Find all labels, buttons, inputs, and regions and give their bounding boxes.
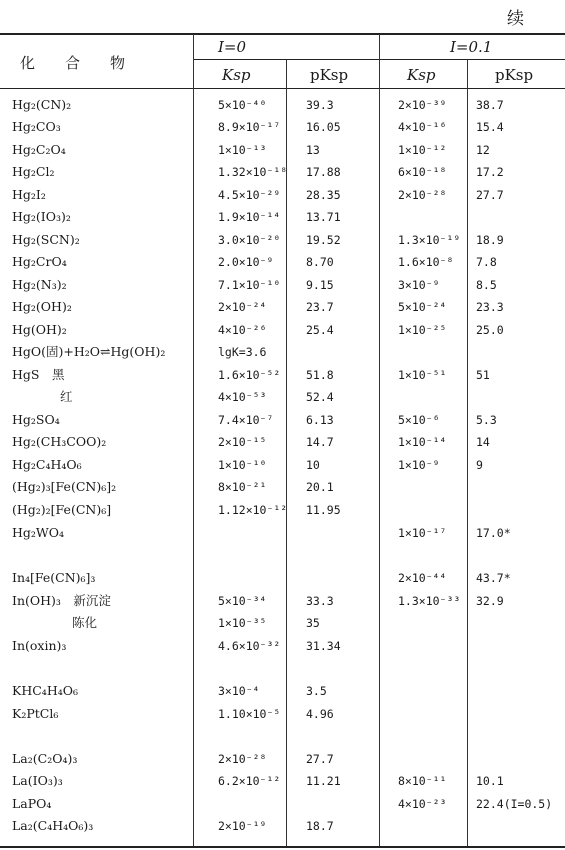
pksp-i01-cell: 17.2 <box>476 165 504 179</box>
compound-cell: Hg₂(OH)₂ <box>12 299 72 314</box>
ksp-i01-cell: 2×10⁻²⁸ <box>398 188 447 202</box>
compound-cell: Hg₂C₂O₄ <box>12 142 66 157</box>
pksp-i01-cell: 38.7 <box>476 98 504 112</box>
compound-cell: Hg₂CO₃ <box>12 119 61 134</box>
pksp-i0-cell: 51.8 <box>306 368 334 382</box>
pksp-i0-cell: 6.13 <box>306 413 334 427</box>
ksp-i0-cell: 6.2×10⁻¹² <box>218 774 281 788</box>
ksp-i01-cell: 4×10⁻²³ <box>398 797 447 811</box>
pksp-i0-cell: 39.3 <box>306 98 334 112</box>
pksp-i0-cell: 28.35 <box>306 188 341 202</box>
compound-cell: Hg₂(CN)₂ <box>12 97 72 112</box>
compound-cell: Hg₂(SCN)₂ <box>12 232 80 247</box>
ksp-i0-cell: 2×10⁻²⁸ <box>218 752 267 766</box>
pksp-i01-cell: 32.9 <box>476 594 504 608</box>
header-pksp-i0: pKsp <box>310 66 349 84</box>
ksp-i01-cell: 1×10⁻¹⁷ <box>398 526 447 540</box>
pksp-i0-cell: 4.96 <box>306 707 334 721</box>
ksp-i0-cell: 1.10×10⁻⁵ <box>218 707 281 721</box>
ksp-i01-cell: 1.3×10⁻¹⁹ <box>398 233 461 247</box>
header-pksp-i01: pKsp <box>495 66 534 84</box>
ksp-i01-cell: 5×10⁻⁶ <box>398 413 440 427</box>
pksp-i01-cell: 8.5 <box>476 278 497 292</box>
compound-cell: In(OH)₃ 新沉淀 <box>12 593 111 608</box>
ksp-i01-cell: 5×10⁻²⁴ <box>398 300 447 314</box>
compound-cell: Hg₂(N₃)₂ <box>12 277 67 292</box>
pksp-i01-cell: 25.0 <box>476 323 504 337</box>
compound-cell: (Hg₂)₂[Fe(CN)₆] <box>12 502 112 517</box>
pksp-i01-cell: 27.7 <box>476 188 504 202</box>
ksp-i0-cell: lgK=3.6 <box>218 345 267 359</box>
ksp-i01-cell: 4×10⁻¹⁶ <box>398 120 447 134</box>
pksp-i0-cell: 31.34 <box>306 639 341 653</box>
col-divider-ionic <box>379 34 380 846</box>
pksp-i0-cell: 8.70 <box>306 255 334 269</box>
ksp-i0-cell: 4×10⁻²⁶ <box>218 323 267 337</box>
ksp-i0-cell: 3×10⁻⁴ <box>218 684 260 698</box>
ksp-i01-cell: 2×10⁻³⁹ <box>398 98 447 112</box>
ksp-i0-cell: 4×10⁻⁵³ <box>218 390 267 404</box>
compound-cell: Hg(OH)₂ <box>12 322 67 337</box>
pksp-i0-cell: 19.52 <box>306 233 341 247</box>
compound-cell: HgS 黑 <box>12 367 65 382</box>
ksp-i01-cell: 2×10⁻⁴⁴ <box>398 571 447 585</box>
pksp-i0-cell: 35 <box>306 616 320 630</box>
pksp-i01-cell: 15.4 <box>476 120 504 134</box>
ksp-i0-cell: 8×10⁻²¹ <box>218 480 267 494</box>
ksp-i0-cell: 4.6×10⁻³² <box>218 639 281 653</box>
pksp-i0-cell: 23.7 <box>306 300 334 314</box>
compound-cell: La(IO₃)₃ <box>12 773 63 788</box>
compound-cell: LaPO₄ <box>12 796 52 811</box>
ksp-i0-cell: 5×10⁻⁴⁰ <box>218 98 267 112</box>
compound-cell: KHC₄H₄O₆ <box>12 683 78 698</box>
ksp-i0-cell: 1×10⁻³⁵ <box>218 616 267 630</box>
header-bottom-rule <box>0 88 565 89</box>
pksp-i01-cell: 43.7* <box>476 571 511 585</box>
pksp-i0-cell: 9.15 <box>306 278 334 292</box>
ksp-i0-cell: 1×10⁻¹³ <box>218 143 267 157</box>
pksp-i01-cell: 5.3 <box>476 413 497 427</box>
header-i01: I=0.1 <box>450 38 493 56</box>
pksp-i0-cell: 16.05 <box>306 120 341 134</box>
compound-cell: Hg₂I₂ <box>12 187 46 202</box>
pksp-i01-cell: 22.4(I=0.5) <box>476 797 553 811</box>
compound-cell: Hg₂(IO₃)₂ <box>12 209 71 224</box>
pksp-i0-cell: 27.7 <box>306 752 334 766</box>
pksp-i0-cell: 52.4 <box>306 390 334 404</box>
bottom-rule <box>0 846 565 848</box>
compound-cell: Hg₂(CH₃COO)₂ <box>12 434 107 449</box>
pksp-i01-cell: 14 <box>476 435 490 449</box>
pksp-i0-cell: 11.95 <box>306 503 341 517</box>
compound-cell: HgO(固)+H₂O⇌Hg(OH)₂ <box>12 344 166 359</box>
ksp-i0-cell: 1.6×10⁻⁵² <box>218 368 281 382</box>
compound-cell: K₂PtCl₆ <box>12 706 59 721</box>
col-divider-compound <box>193 34 194 846</box>
ksp-i0-cell: 2×10⁻¹⁵ <box>218 435 267 449</box>
ksp-i0-cell: 2.0×10⁻⁹ <box>218 255 274 269</box>
compound-cell: La₂(C₂O₄)₃ <box>12 751 78 766</box>
pksp-i0-cell: 18.7 <box>306 819 334 833</box>
pksp-i01-cell: 7.8 <box>476 255 497 269</box>
compound-cell: Hg₂SO₄ <box>12 412 60 427</box>
pksp-i0-cell: 3.5 <box>306 684 327 698</box>
ksp-i0-cell: 2×10⁻¹⁹ <box>218 819 267 833</box>
ksp-i01-cell: 1×10⁻⁵¹ <box>398 368 447 382</box>
col-divider-i01-inner <box>467 60 468 846</box>
pksp-i01-cell: 12 <box>476 143 490 157</box>
continued-mark: 续 <box>507 9 524 29</box>
pksp-i0-cell: 17.88 <box>306 165 341 179</box>
ksp-i0-cell: 7.4×10⁻⁷ <box>218 413 274 427</box>
compound-cell: La₂(C₄H₄O₆)₃ <box>12 818 94 833</box>
compound-cell: 红 <box>60 389 73 404</box>
ksp-i01-cell: 1×10⁻²⁵ <box>398 323 447 337</box>
ksp-i0-cell: 1×10⁻¹⁰ <box>218 458 267 472</box>
pksp-i0-cell: 11.21 <box>306 774 341 788</box>
top-rule <box>0 33 565 35</box>
pksp-i01-cell: 51 <box>476 368 490 382</box>
ksp-i0-cell: 1.9×10⁻¹⁴ <box>218 210 281 224</box>
compound-cell: Hg₂CrO₄ <box>12 254 67 269</box>
pksp-i0-cell: 20.1 <box>306 480 334 494</box>
pksp-i01-cell: 18.9 <box>476 233 504 247</box>
pksp-i01-cell: 17.0* <box>476 526 511 540</box>
compound-cell: Hg₂WO₄ <box>12 525 65 540</box>
compound-cell: (Hg₂)₃[Fe(CN)₆]₂ <box>12 479 117 494</box>
ksp-i0-cell: 2×10⁻²⁴ <box>218 300 267 314</box>
ksp-i01-cell: 8×10⁻¹¹ <box>398 774 447 788</box>
header-ksp-i01: Ksp <box>407 66 436 84</box>
ksp-i01-cell: 1×10⁻⁹ <box>398 458 440 472</box>
ksp-i0-cell: 1.12×10⁻¹² <box>218 503 288 517</box>
compound-cell: In(oxin)₃ <box>12 638 67 653</box>
pksp-i01-cell: 10.1 <box>476 774 504 788</box>
ksp-i01-cell: 1×10⁻¹² <box>398 143 447 157</box>
ksp-i0-cell: 5×10⁻³⁴ <box>218 594 267 608</box>
compound-cell: Hg₂Cl₂ <box>12 164 55 179</box>
ksp-i01-cell: 3×10⁻⁹ <box>398 278 440 292</box>
ksp-i01-cell: 1.3×10⁻³³ <box>398 594 461 608</box>
header-ksp-i0: Ksp <box>222 66 251 84</box>
ksp-i0-cell: 1.32×10⁻¹⁸ <box>218 165 288 179</box>
ksp-i0-cell: 8.9×10⁻¹⁷ <box>218 120 281 134</box>
ksp-i0-cell: 3.0×10⁻²⁰ <box>218 233 281 247</box>
header-i0: I=0 <box>218 38 247 56</box>
ksp-i01-cell: 6×10⁻¹⁸ <box>398 165 447 179</box>
pksp-i01-cell: 23.3 <box>476 300 504 314</box>
pksp-i0-cell: 25.4 <box>306 323 334 337</box>
compound-cell: 陈化 <box>72 615 98 630</box>
pksp-i01-cell: 9 <box>476 458 483 472</box>
pksp-i0-cell: 13 <box>306 143 320 157</box>
ksp-i01-cell: 1×10⁻¹⁴ <box>398 435 447 449</box>
pksp-i0-cell: 14.7 <box>306 435 334 449</box>
pksp-i0-cell: 33.3 <box>306 594 334 608</box>
compound-cell: Hg₂C₄H₄O₆ <box>12 457 82 472</box>
compound-cell: In₄[Fe(CN)₆]₃ <box>12 570 96 585</box>
header-compound: 化 合 物 <box>20 54 126 72</box>
ksp-i01-cell: 1.6×10⁻⁸ <box>398 255 454 269</box>
ksp-i0-cell: 7.1×10⁻¹⁰ <box>218 278 281 292</box>
pksp-i0-cell: 10 <box>306 458 320 472</box>
pksp-i0-cell: 13.71 <box>306 210 341 224</box>
ksp-i0-cell: 4.5×10⁻²⁹ <box>218 188 281 202</box>
